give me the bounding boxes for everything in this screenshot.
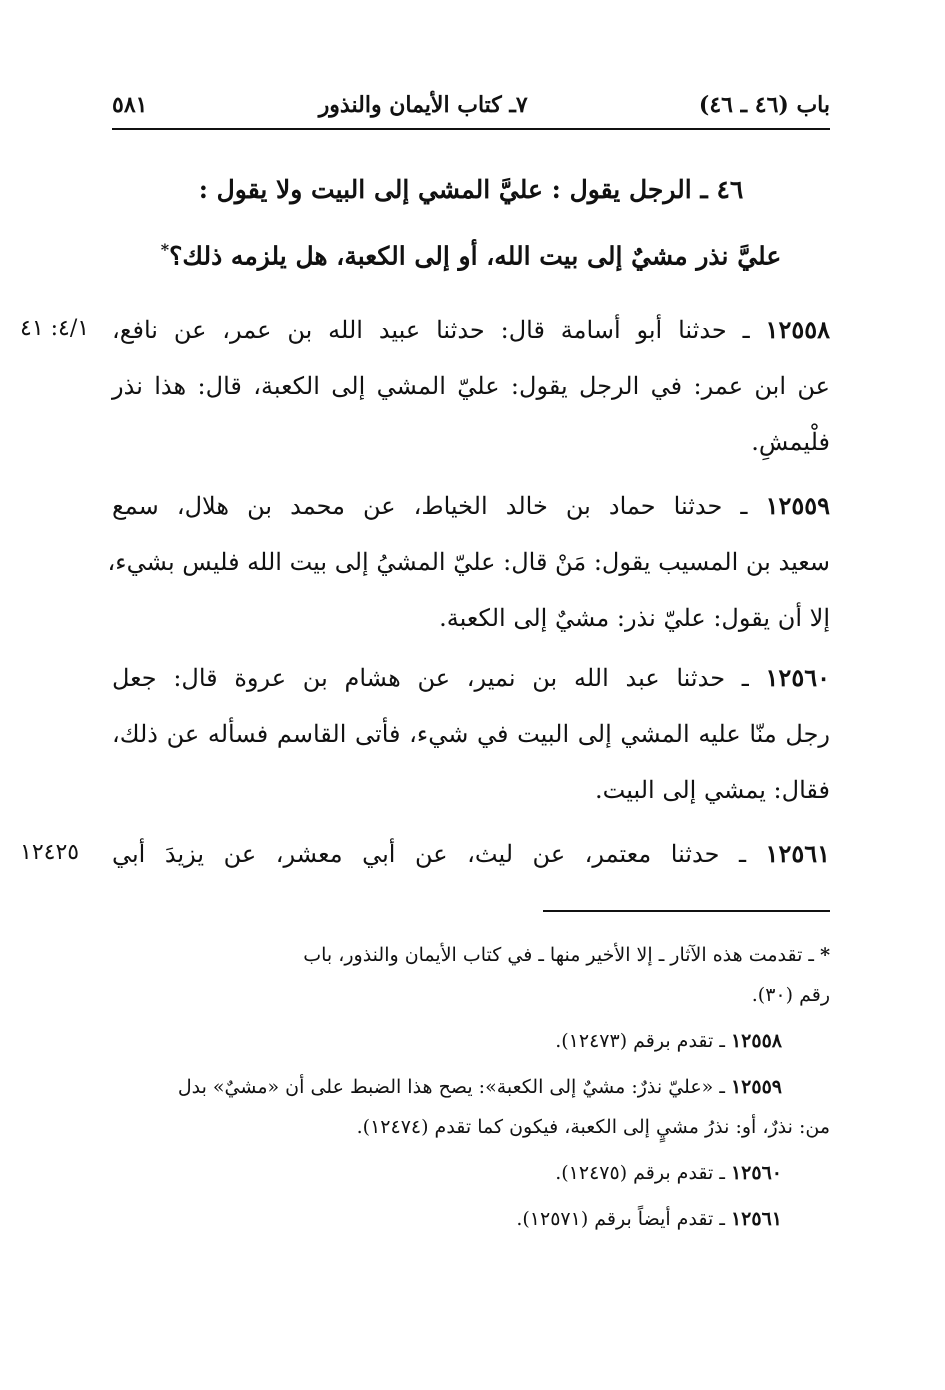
footnote-line [112,1067,830,1107]
entry-text: ـ حدثنا معتمر، عن ليث، عن أبي معشر، عن يزيدَ أبي [112,840,746,868]
narration-entry [112,650,830,818]
entry-text: ـ حدثنا عبد الله بن نمير، عن هشام بن عروة قال: جعل [112,664,749,692]
entry-number: ١٢٥٦٠ [765,663,830,692]
footnote-line [112,935,830,975]
footnote-mark: * [160,240,170,259]
entry-line: سعيد بن المسيب يقول: مَنْ قال: عليّ المشيُ إلى بيت الله فليس بشيء، [107,548,830,576]
section-heading-line-1: ٤٦ ـ الرجل يقول : عليَّ المشي إلى البيت ولا يقول : [198,175,744,204]
entry-line [112,826,830,882]
entry-number: ١٢٥٥٩ [765,491,831,520]
footnote-text: ـ تقدم أيضاً برقم (١٢٥٧١). [516,1208,725,1230]
entry-line: عن ابن عمر: في الرجل يقول: عليّ المشي إلى الكعبة، قال: هذا نذر [112,372,830,400]
footnote-line [112,1199,782,1239]
margin-reference: ١٢٤٢٥ [20,840,80,865]
entry-line [112,650,830,706]
footnote-item [112,1021,830,1061]
footnote-star-mark: * [820,944,830,966]
footnote-line [112,1153,782,1193]
entry-line: رجل منّا عليه المشي إلى البيت في شيء، فأتى القاسم فسأله عن ذلك، [112,720,830,748]
footnote-separator [543,910,830,912]
section-heading-line-2-text: عليَّ نذر مشيٌ إلى بيت الله، أو إلى الكعبة، هل يلزمه ذلك؟ [169,241,782,271]
footnote-item [112,1153,830,1193]
entry-line: إلا أن يقول: عليّ نذر: مشيٌ إلى الكعبة. [439,604,830,632]
entry-line: فقال: يمشي إلى البيت. [595,776,830,804]
margin-reference: ٤/١: ٤١ [20,316,90,341]
footnote-line: من: نذرٌ، أو: نذرُ مشيٍ إلى الكعبة، فيكون كما تقدم (١٢٤٧٤). [356,1116,830,1138]
entry-line: فلْيمشِ. [751,428,830,456]
footnote-number: ١٢٥٥٩ [730,1076,782,1098]
section-heading [112,160,830,286]
footnote-text: ـ «عليّ نذرٌ: مشيٌ إلى الكعبة»: يصح هذا الضبط على أن «مشيٌ» بدل [177,1076,725,1098]
narration-entry [112,826,830,882]
entry-number: ١٢٥٦١ [765,839,830,868]
page-number: ٥٨١ [112,92,148,118]
header-chapter: باب (٤٦ ـ ٤٦) [698,92,830,118]
header-book-title: ٧ـ كتاب الأيمان والنذور [318,92,528,118]
narration-entry [107,478,831,646]
narration-entry [112,302,830,470]
footnote-number: ١٢٥٦١ [730,1208,782,1230]
footnotes [112,935,830,1245]
entry-line [112,302,830,358]
footnote-text: ـ تقدم برقم (١٢٤٧٥). [555,1162,725,1184]
running-header [112,82,830,130]
entry-text: ـ حدثنا أبو أسامة قال: حدثنا عبيد الله بن عمر، عن نافع، [112,316,750,344]
entry-line [112,478,830,534]
footnote-text: ـ تقدمت هذه الآثار ـ إلا الأخير منها ـ في كتاب الأيمان والنذور، باب [303,944,815,966]
footnote-line [112,1021,782,1061]
entry-number: ١٢٥٥٨ [765,315,830,344]
footnote-number: ١٢٥٦٠ [730,1162,782,1184]
footnote-line: رقم (٣٠). [751,984,830,1006]
entry-text: ـ حدثنا حماد بن خالد الخياط، عن محمد بن هلال، سمع [112,492,748,520]
footnote-star [112,935,830,1015]
section-heading-line-2 [112,220,830,286]
footnote-number: ١٢٥٥٨ [730,1030,782,1052]
footnote-text: ـ تقدم برقم (١٢٤٧٣). [555,1030,725,1052]
footnote-item [112,1067,830,1147]
footnote-item [112,1199,830,1239]
